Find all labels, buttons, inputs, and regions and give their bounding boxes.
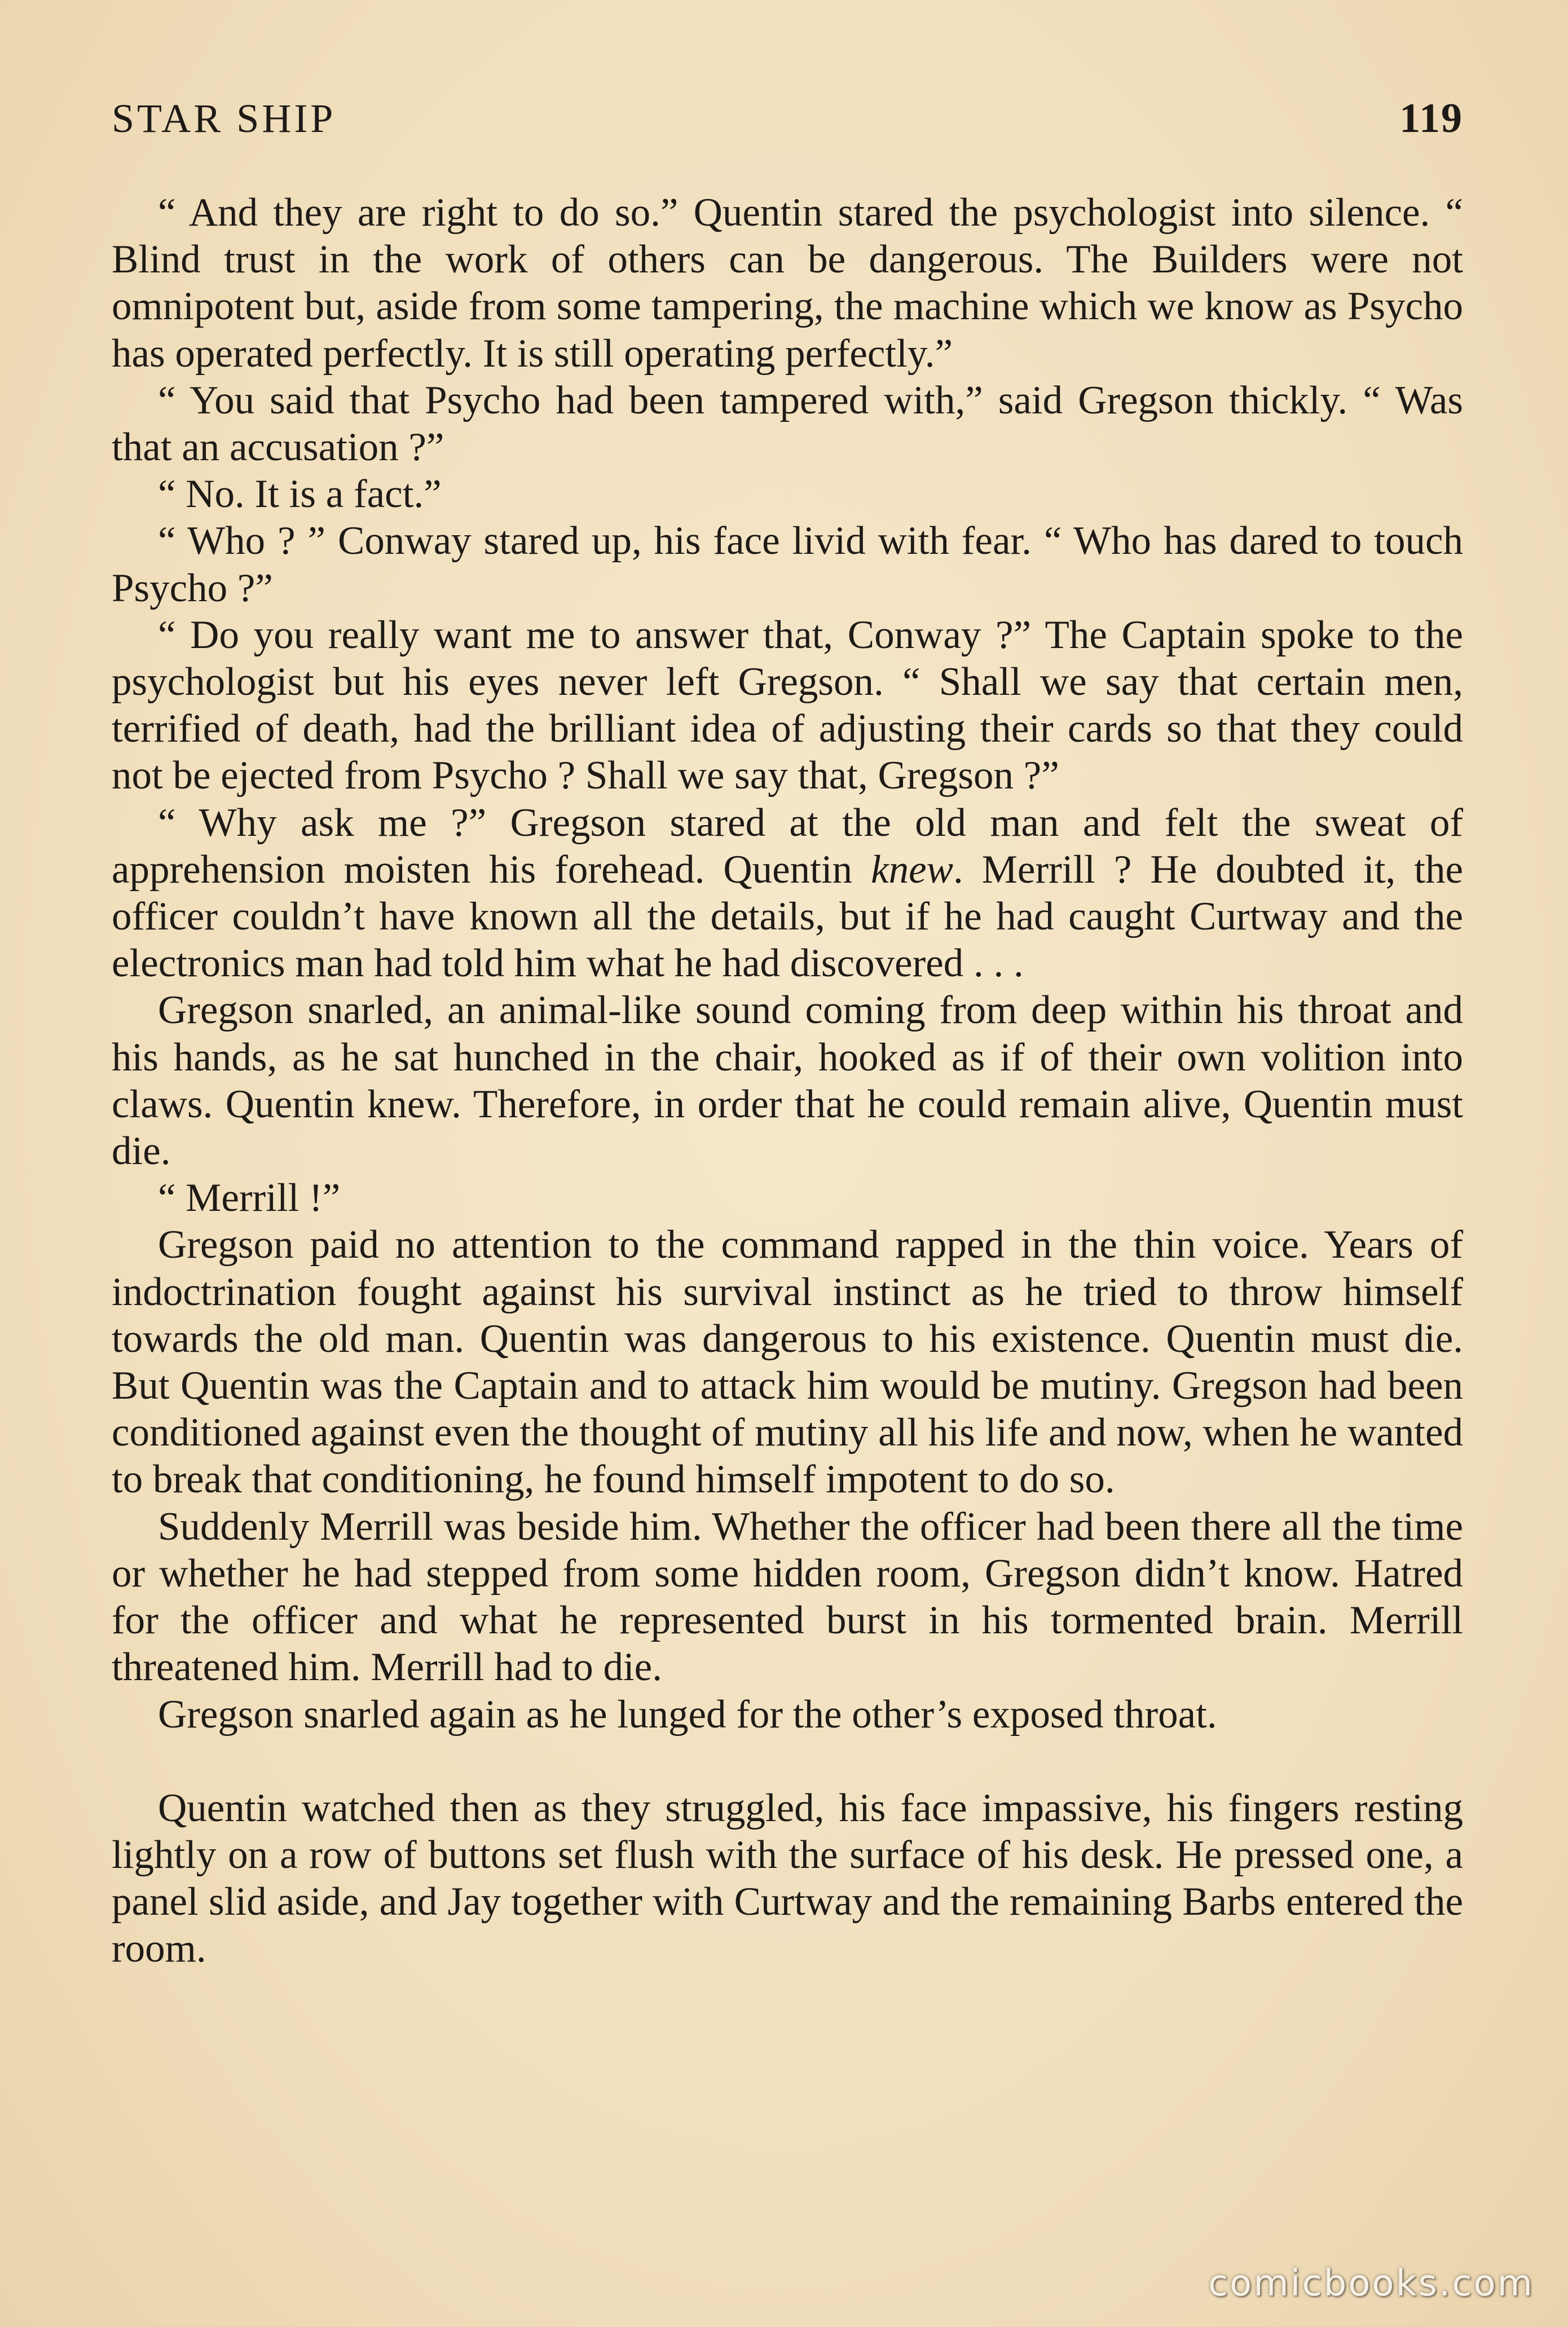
running-head bbox=[112, 95, 1463, 157]
paragraph: Quentin watched then as they struggled, his face impassive, his fingers resting lightly on a row of buttons set flush with the surface of his desk. He pressed one, a panel slid aside, and Jay together with Curtway and the remaining Barbs entered the room. bbox=[112, 1786, 1463, 1971]
emphasis-text: knew bbox=[871, 847, 954, 892]
paragraph: Gregson snarled again as he lunged for the other’s exposed throat. bbox=[158, 1692, 1217, 1737]
paragraph: “ You said that Psycho had been tampered with,” said Gregson thickly. “ Was that an accusation ?” bbox=[112, 378, 1463, 470]
running-title: STAR SHIP bbox=[112, 96, 336, 141]
paragraph: “ And they are right to do so.” Quentin stared the psychologist into silence. “ Blind trust in the work of others can be dangerous. The Builders were not omnipotent but, aside from some tampering, the machine which we know as Psycho has operated perfectly. It is still operating perfectly.” bbox=[112, 191, 1463, 376]
paragraph: Suddenly Merrill was beside him. Whether the officer had been there all the time or whether he had stepped from some hidden room, Gregson didn’t know. Hatred for the officer and what he represented burst in his tormented brain. Merrill threatened him. Merrill had to die. bbox=[112, 1504, 1463, 1690]
paragraph: “ Merrill !” bbox=[158, 1176, 341, 1220]
paragraph-text: “ Why ask me ?” Gregson stared at the old man and felt the sweat of apprehension moisten his forehead. Quentin bbox=[112, 800, 1463, 892]
paragraph: Gregson paid no attention to the command rapped in the thin voice. Years of indoctrination fought against his survival instinct as he tried to throw himself towards the old man. Quentin was dangerous to his existence. Quentin must die. But Quentin was the Captain and to attack him would be mutiny. Gregson had been conditioned against even the thought of mutiny all his life and now, when he wanted to break that conditioning, he found himself impotent to do so. bbox=[112, 1223, 1463, 1502]
paragraph bbox=[112, 800, 1463, 988]
paragraph: Gregson snarled, an animal-like sound coming from deep within his throat and his hands, as he sat hunched in the chair, hooked as if of their own volition into claws. Quentin knew. Therefore, in order that he could remain alive, Quentin must die. bbox=[112, 988, 1463, 1174]
page-number: 119 bbox=[1399, 95, 1463, 142]
paragraph: “ Who ? ” Conway stared up, his face livid with fear. “ Who has dared to touch Psycho ?” bbox=[112, 519, 1463, 610]
body-text bbox=[112, 189, 1463, 1973]
paragraph: “ Do you really want me to answer that, Conway ?” The Captain spoke to the psychologist but his eyes never left Gregson. “ Shall we say that certain men, terrified of death, had the brilliant idea of adjusting their cards so that they could not be ejected from Psycho ? Shall we say that, Gregson ?” bbox=[112, 612, 1463, 798]
paragraph-text: . Merrill ? He doubted it, the officer couldn’t have known all the details, but if he had caught Curtway and the electronics man had told him what he had discovered . . . bbox=[112, 847, 1463, 986]
watermark: comicbooks.com bbox=[1208, 2263, 1534, 2304]
paragraph: “ No. It is a fact.” bbox=[158, 472, 442, 517]
